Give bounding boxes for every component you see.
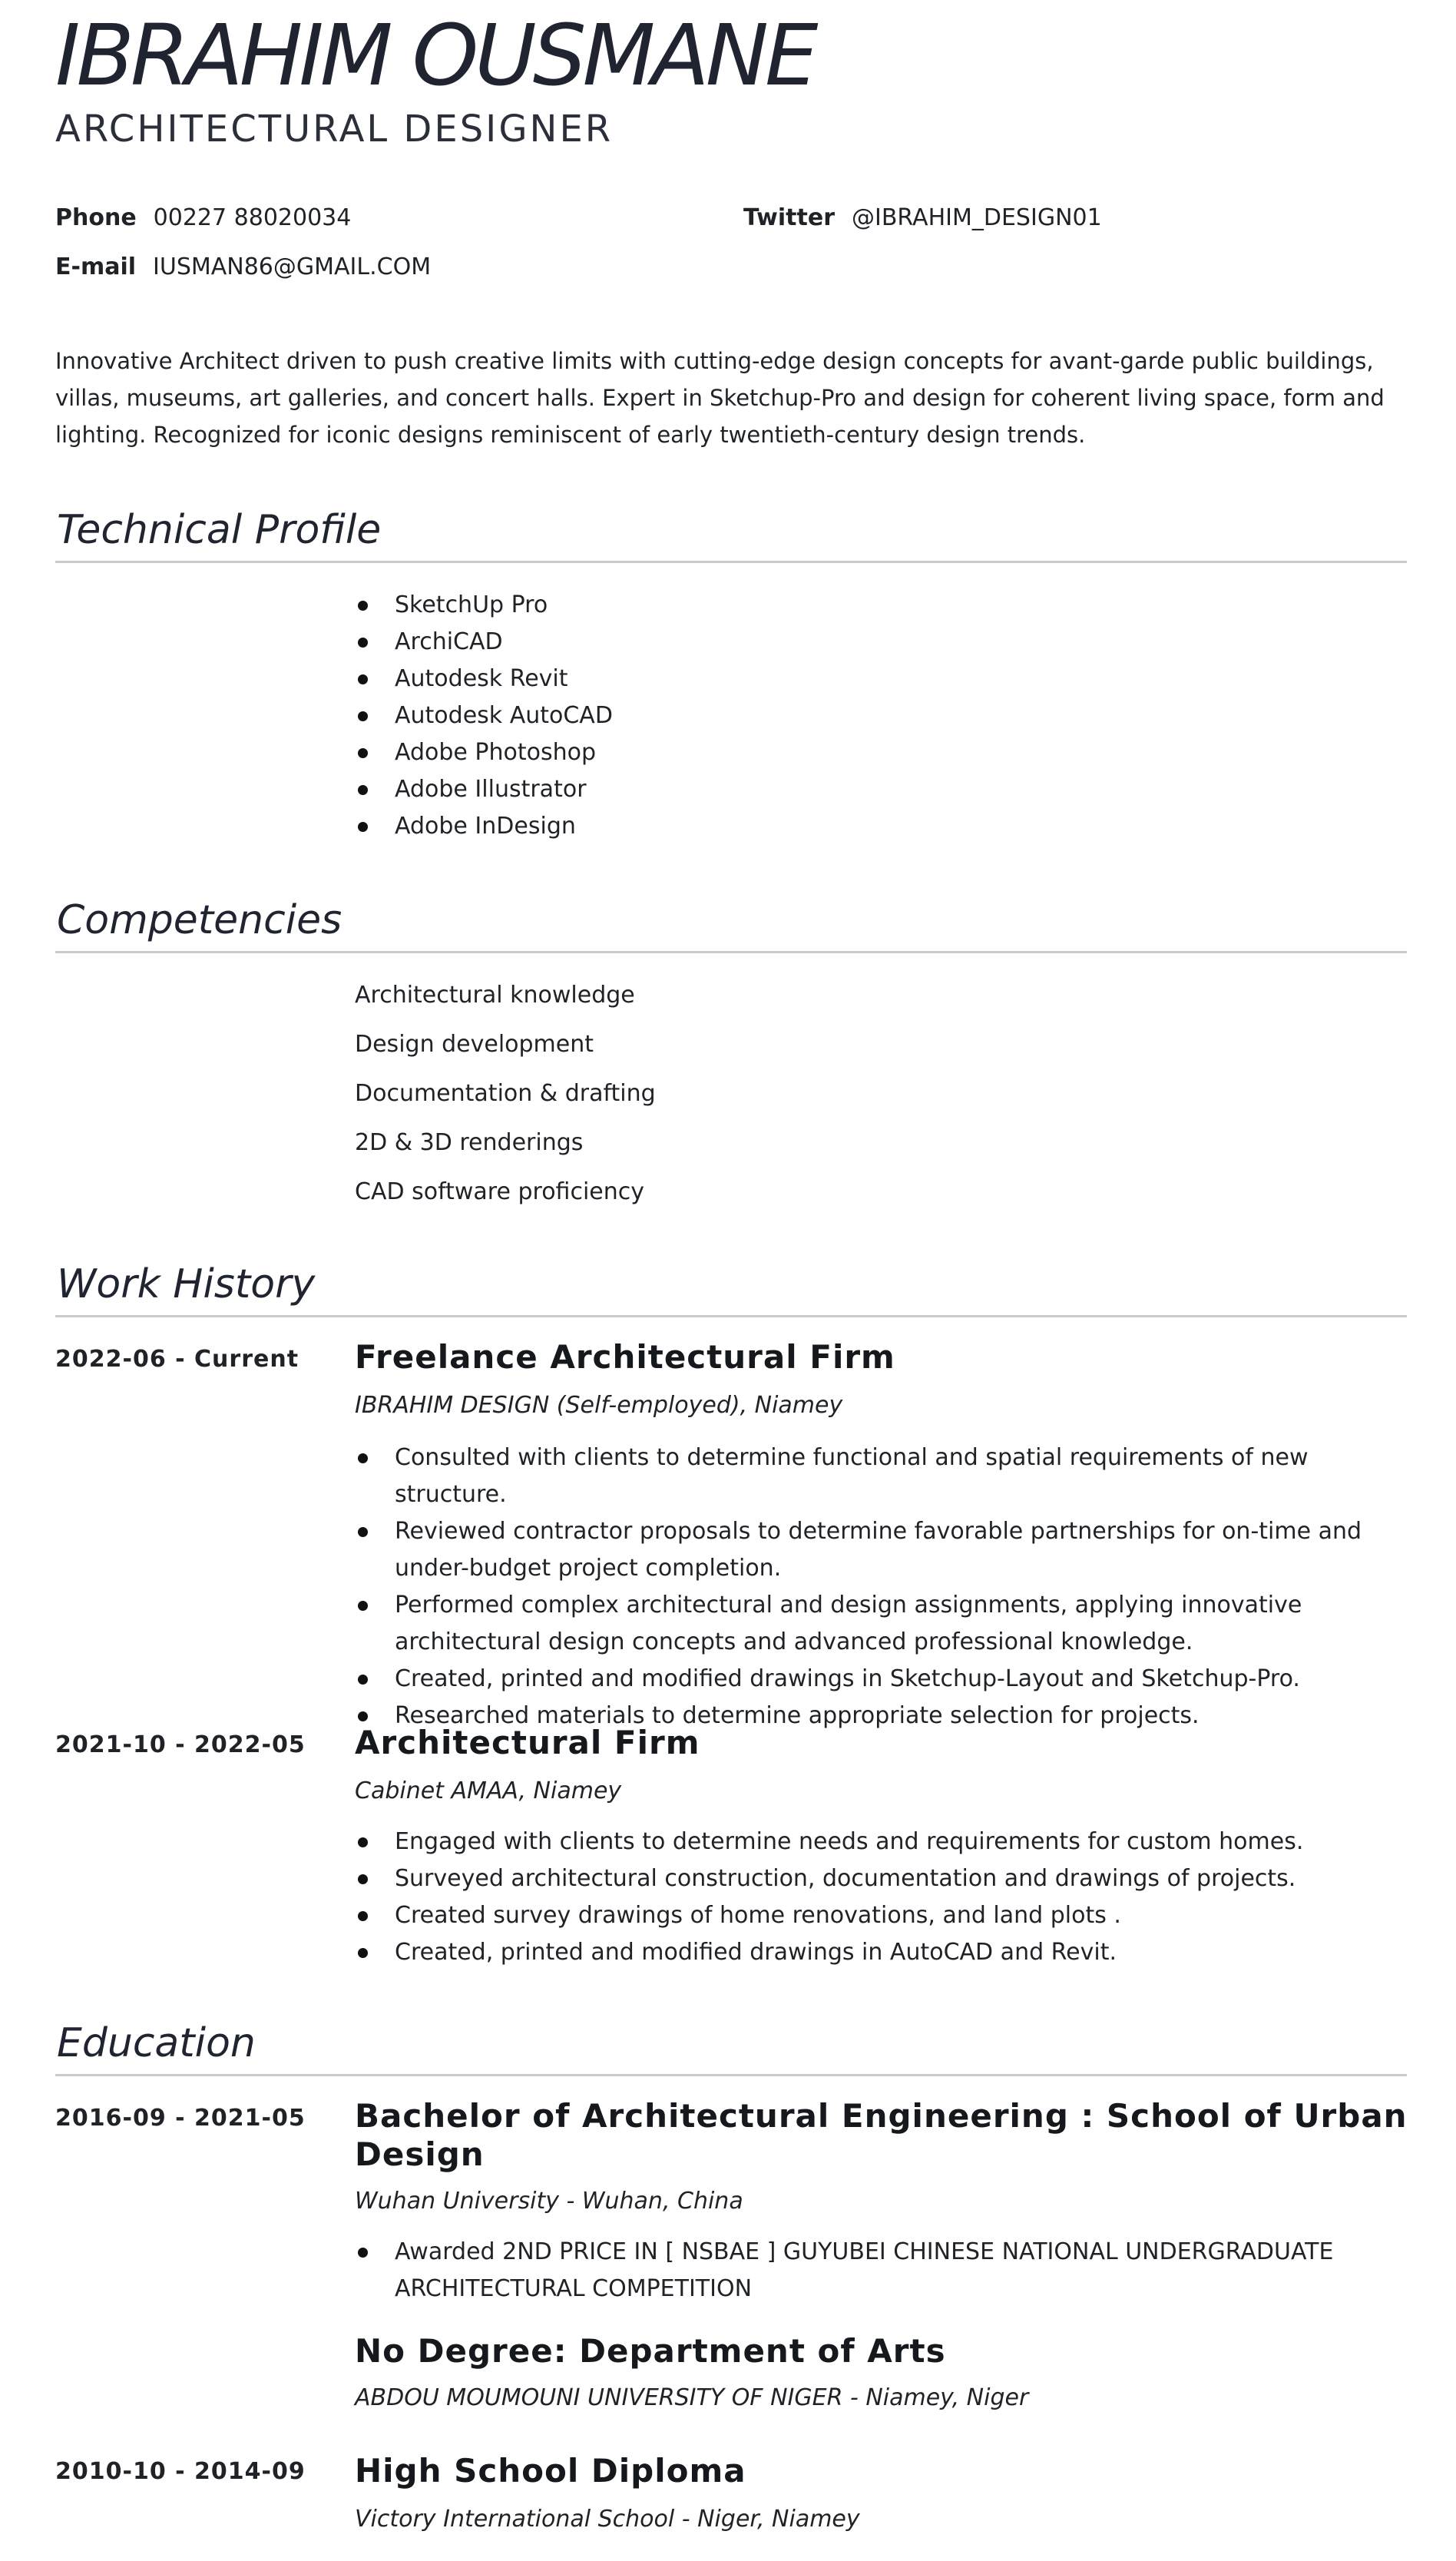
section-divider [55,951,1407,953]
list-item: ArchiCAD [355,624,613,661]
education-dates: 2010-10 - 2014-09 [55,2458,306,2485]
list-item: Engaged with clients to determine needs and requirements for custom homes. [355,1824,1303,1860]
education-degree: Bachelor of Architectural Engineering : School of Urban Design [355,2097,1408,2173]
job-bullets [355,1440,1415,1734]
list-item: Autodesk AutoCAD [355,697,613,734]
list-item: Adobe Photoshop [355,734,613,771]
education-school: ABDOU MOUMOUNI UNIVERSITY OF NIGER - Niamey, Niger [355,2384,1029,2411]
list-item: Awarded 2ND PRICE IN [ NSBAE ] GUYUBEI CHINESE NATIONAL UNDERGRADUATE ARCHITECTURAL COMPETITION [355,2234,1415,2308]
list-item: Adobe InDesign [355,808,613,845]
job-dates: 2021-10 - 2022-05 [55,1731,306,1758]
job-company: Cabinet AMAA, Niamey [355,1777,622,1804]
list-item: Created survey drawings of home renovations, and land plots . [355,1897,1303,1934]
twitter-label: Twitter [743,204,835,231]
competency-item: Documentation & drafting [355,1080,656,1107]
job-title: Architectural Firm [355,1724,700,1761]
section-divider [55,2074,1407,2076]
candidate-name: IBRAHIM OUSMANE [55,6,815,104]
contact-email [55,253,431,280]
email-label: E-mail [55,253,137,280]
competency-item: CAD software proficiency [355,1178,644,1205]
list-item: Created, printed and modified drawings in AutoCAD and Revit. [355,1934,1303,1971]
list-item: Autodesk Revit [355,661,613,697]
section-divider [55,561,1407,563]
phone-label: Phone [55,204,137,231]
list-item: Performed complex architectural and design assignments, applying innovative architectural design concepts and advanced professional knowledge. [355,1587,1415,1661]
professional-summary: Innovative Architect driven to push creative limits with cutting-edge design concepts for avant-garde public buildings, villas, museums, art galleries, and concert halls. Expert in Sketchup-Pro and design for coherent living space, form and lighting. Recognized for iconic designs reminiscent of early twentieth-century design trends. [55,348,1385,448]
list-item: Created, printed and modified drawings in Sketchup-Layout and Sketchup-Pro. [355,1661,1415,1698]
education-school: Wuhan University - Wuhan, China [355,2188,743,2215]
section-heading-education: Education [57,2020,256,2066]
section-heading-technical-profile: Technical Profile [57,507,382,553]
education-bullets [355,2234,1415,2308]
competency-item: 2D & 3D renderings [355,1129,584,1156]
list-item: SketchUp Pro [355,587,613,624]
email-value[interactable]: IUSMAN86@GMAIL.COM [153,253,432,280]
education-degree: No Degree: Department of Arts [355,2332,946,2370]
phone-value: 00227 88020034 [153,204,352,231]
twitter-value[interactable]: @IBRAHIM_DESIGN01 [852,204,1102,231]
technical-profile-list [355,587,613,845]
education-school: Victory International School - Niger, Niamey [355,2506,860,2533]
contact-phone [55,204,351,231]
competency-item: Design development [355,1031,594,1058]
section-heading-competencies: Competencies [57,897,342,943]
list-item: Researched materials to determine appropriate selection for projects. [355,1698,1415,1734]
section-heading-work-history: Work History [57,1261,316,1307]
job-dates: 2022-06 - Current [55,1346,299,1373]
contact-twitter [743,204,1102,231]
education-dates: 2016-09 - 2021-05 [55,2105,306,2132]
list-item: Surveyed architectural construction, documentation and drawings of projects. [355,1860,1303,1897]
job-title: Freelance Architectural Firm [355,1338,895,1376]
list-item: Reviewed contractor proposals to determine favorable partnerships for on-time and under-budget project completion. [355,1513,1415,1587]
education-degree: High School Diploma [355,2452,746,2490]
list-item: Adobe Illustrator [355,771,613,808]
list-item: Consulted with clients to determine functional and spatial requirements of new structure. [355,1440,1415,1513]
section-divider [55,1315,1407,1317]
candidate-title: ARCHITECTURAL DESIGNER [55,108,614,151]
competency-item: Architectural knowledge [355,982,635,1009]
job-company: IBRAHIM DESIGN (Self-employed), Niamey [355,1392,843,1419]
job-bullets [355,1824,1303,1971]
